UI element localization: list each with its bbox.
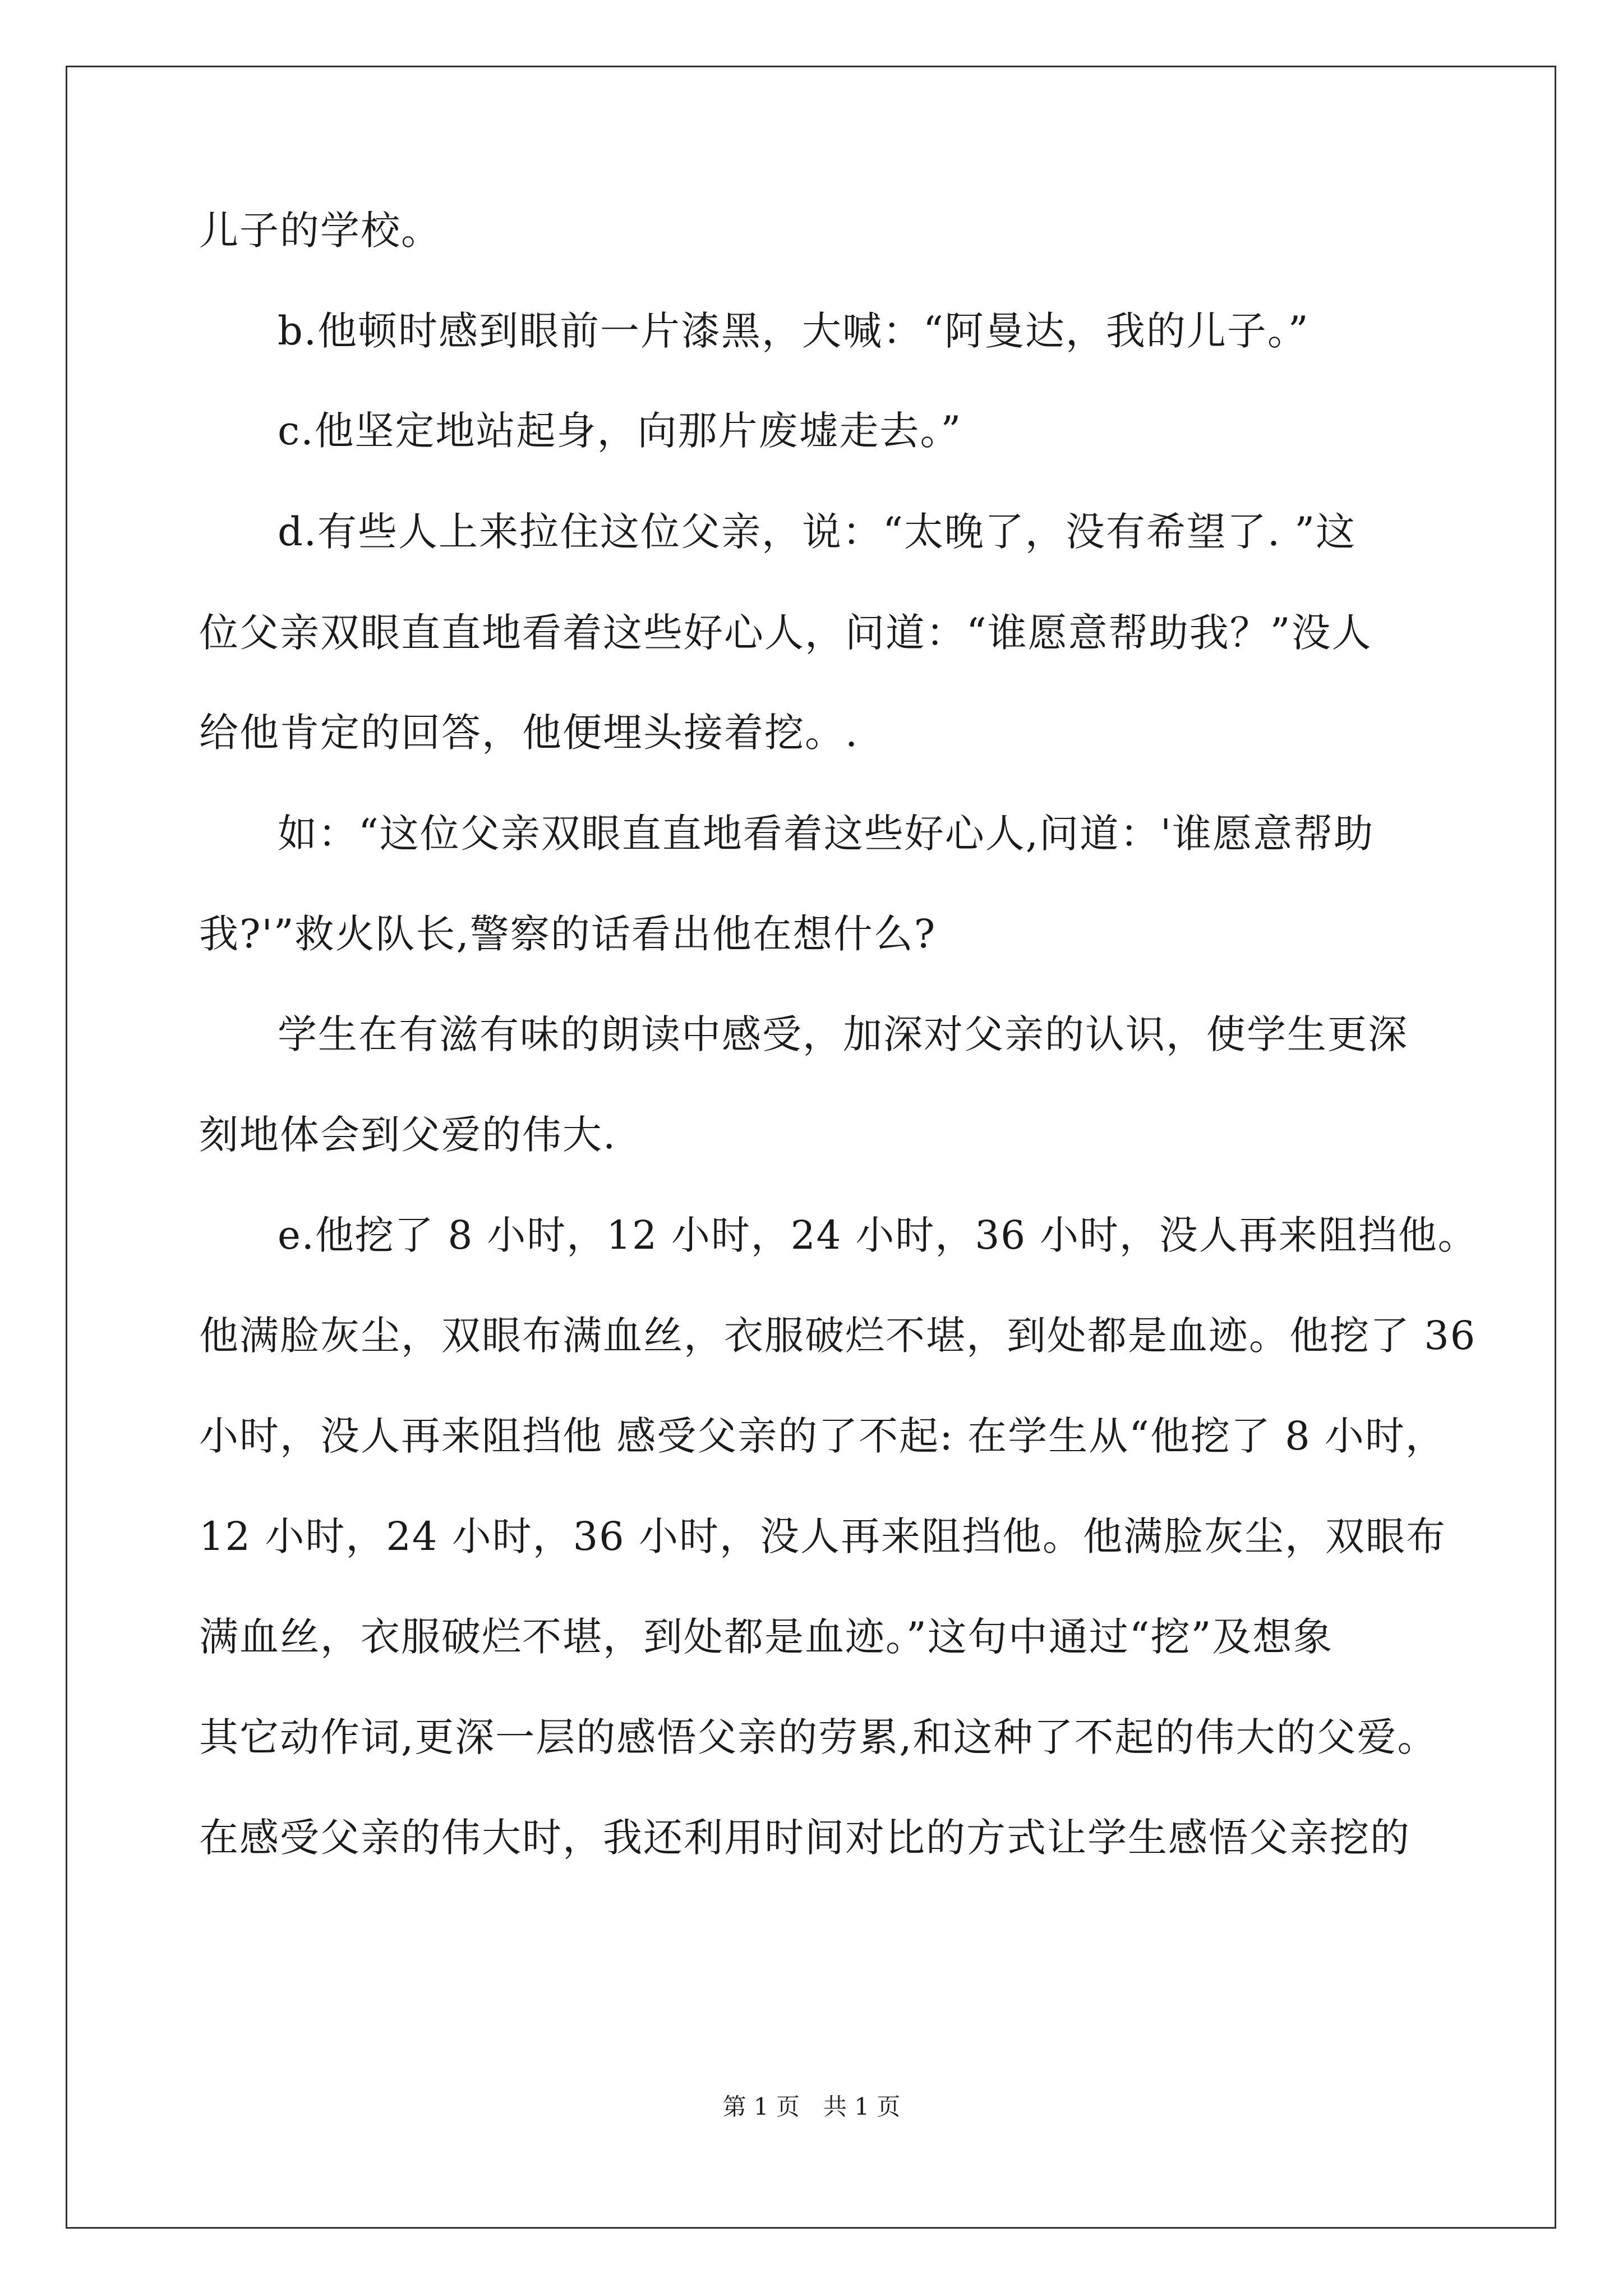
text-line-12: 他满脸灰尘，双眼布满血丝，衣服破烂不堪，到处都是血迹。他挖了 36 (199, 1313, 1477, 1359)
text-line-14: 12 小时，24 小时，36 小时，没人再来阻挡他。他满脸灰尘，双眼布 (199, 1513, 1446, 1559)
page-number-label: 第 1 页 共 1 页 (722, 2093, 901, 2120)
text-line-4: d.有些人上来拉住这位父亲，说：“太晚了，没有希望了. ”这 (278, 509, 1357, 555)
text-line-13: 小时，没人再来阻挡他 感受父亲的了不起: 在学生从“他挖了 8 小时， (199, 1413, 1446, 1459)
text-line-7: 如：“这位父亲双眼直直地看着这些好心人,问道：'谁愿意帮助 (278, 811, 1375, 857)
text-line-3: c.他坚定地站起身，向那片废墟走去。” (278, 408, 962, 454)
text-line-16: 其它动作词,更深一层的感悟父亲的劳累,和这种了不起的伟大的父爱。 (199, 1714, 1438, 1760)
text-line-1: 儿子的学校。 (199, 208, 441, 254)
text-line-2: b.他顿时感到眼前一片漆黑，大喊：“阿曼达，我的儿子。” (278, 308, 1310, 354)
text-line-6: 给他肯定的回答，他便埋头接着挖。. (199, 710, 859, 756)
text-line-10: 刻地体会到父爱的伟大. (199, 1112, 617, 1158)
text-line-9: 学生在有滋有味的朗读中感受，加深对父亲的认识，使学生更深 (278, 1011, 1408, 1057)
text-line-5: 位父亲双眼直直地看着这些好心人，问道：“谁愿意帮助我？”没人 (199, 610, 1372, 656)
text-line-8: 我?'”救火队长,警察的话看出他在想什么? (199, 911, 937, 957)
text-line-15: 满血丝，衣服破烂不堪，到处都是血迹。”这句中通过“挖”及想象 (199, 1614, 1334, 1660)
page-footer (0, 2091, 1623, 2123)
text-line-17: 在感受父亲的伟大时，我还利用时间对比的方式让学生感悟父亲挖的 (199, 1815, 1410, 1861)
text-line-11: e.他挖了 8 小时，12 小时，24 小时，36 小时，没人再来阻挡他。 (278, 1212, 1478, 1258)
